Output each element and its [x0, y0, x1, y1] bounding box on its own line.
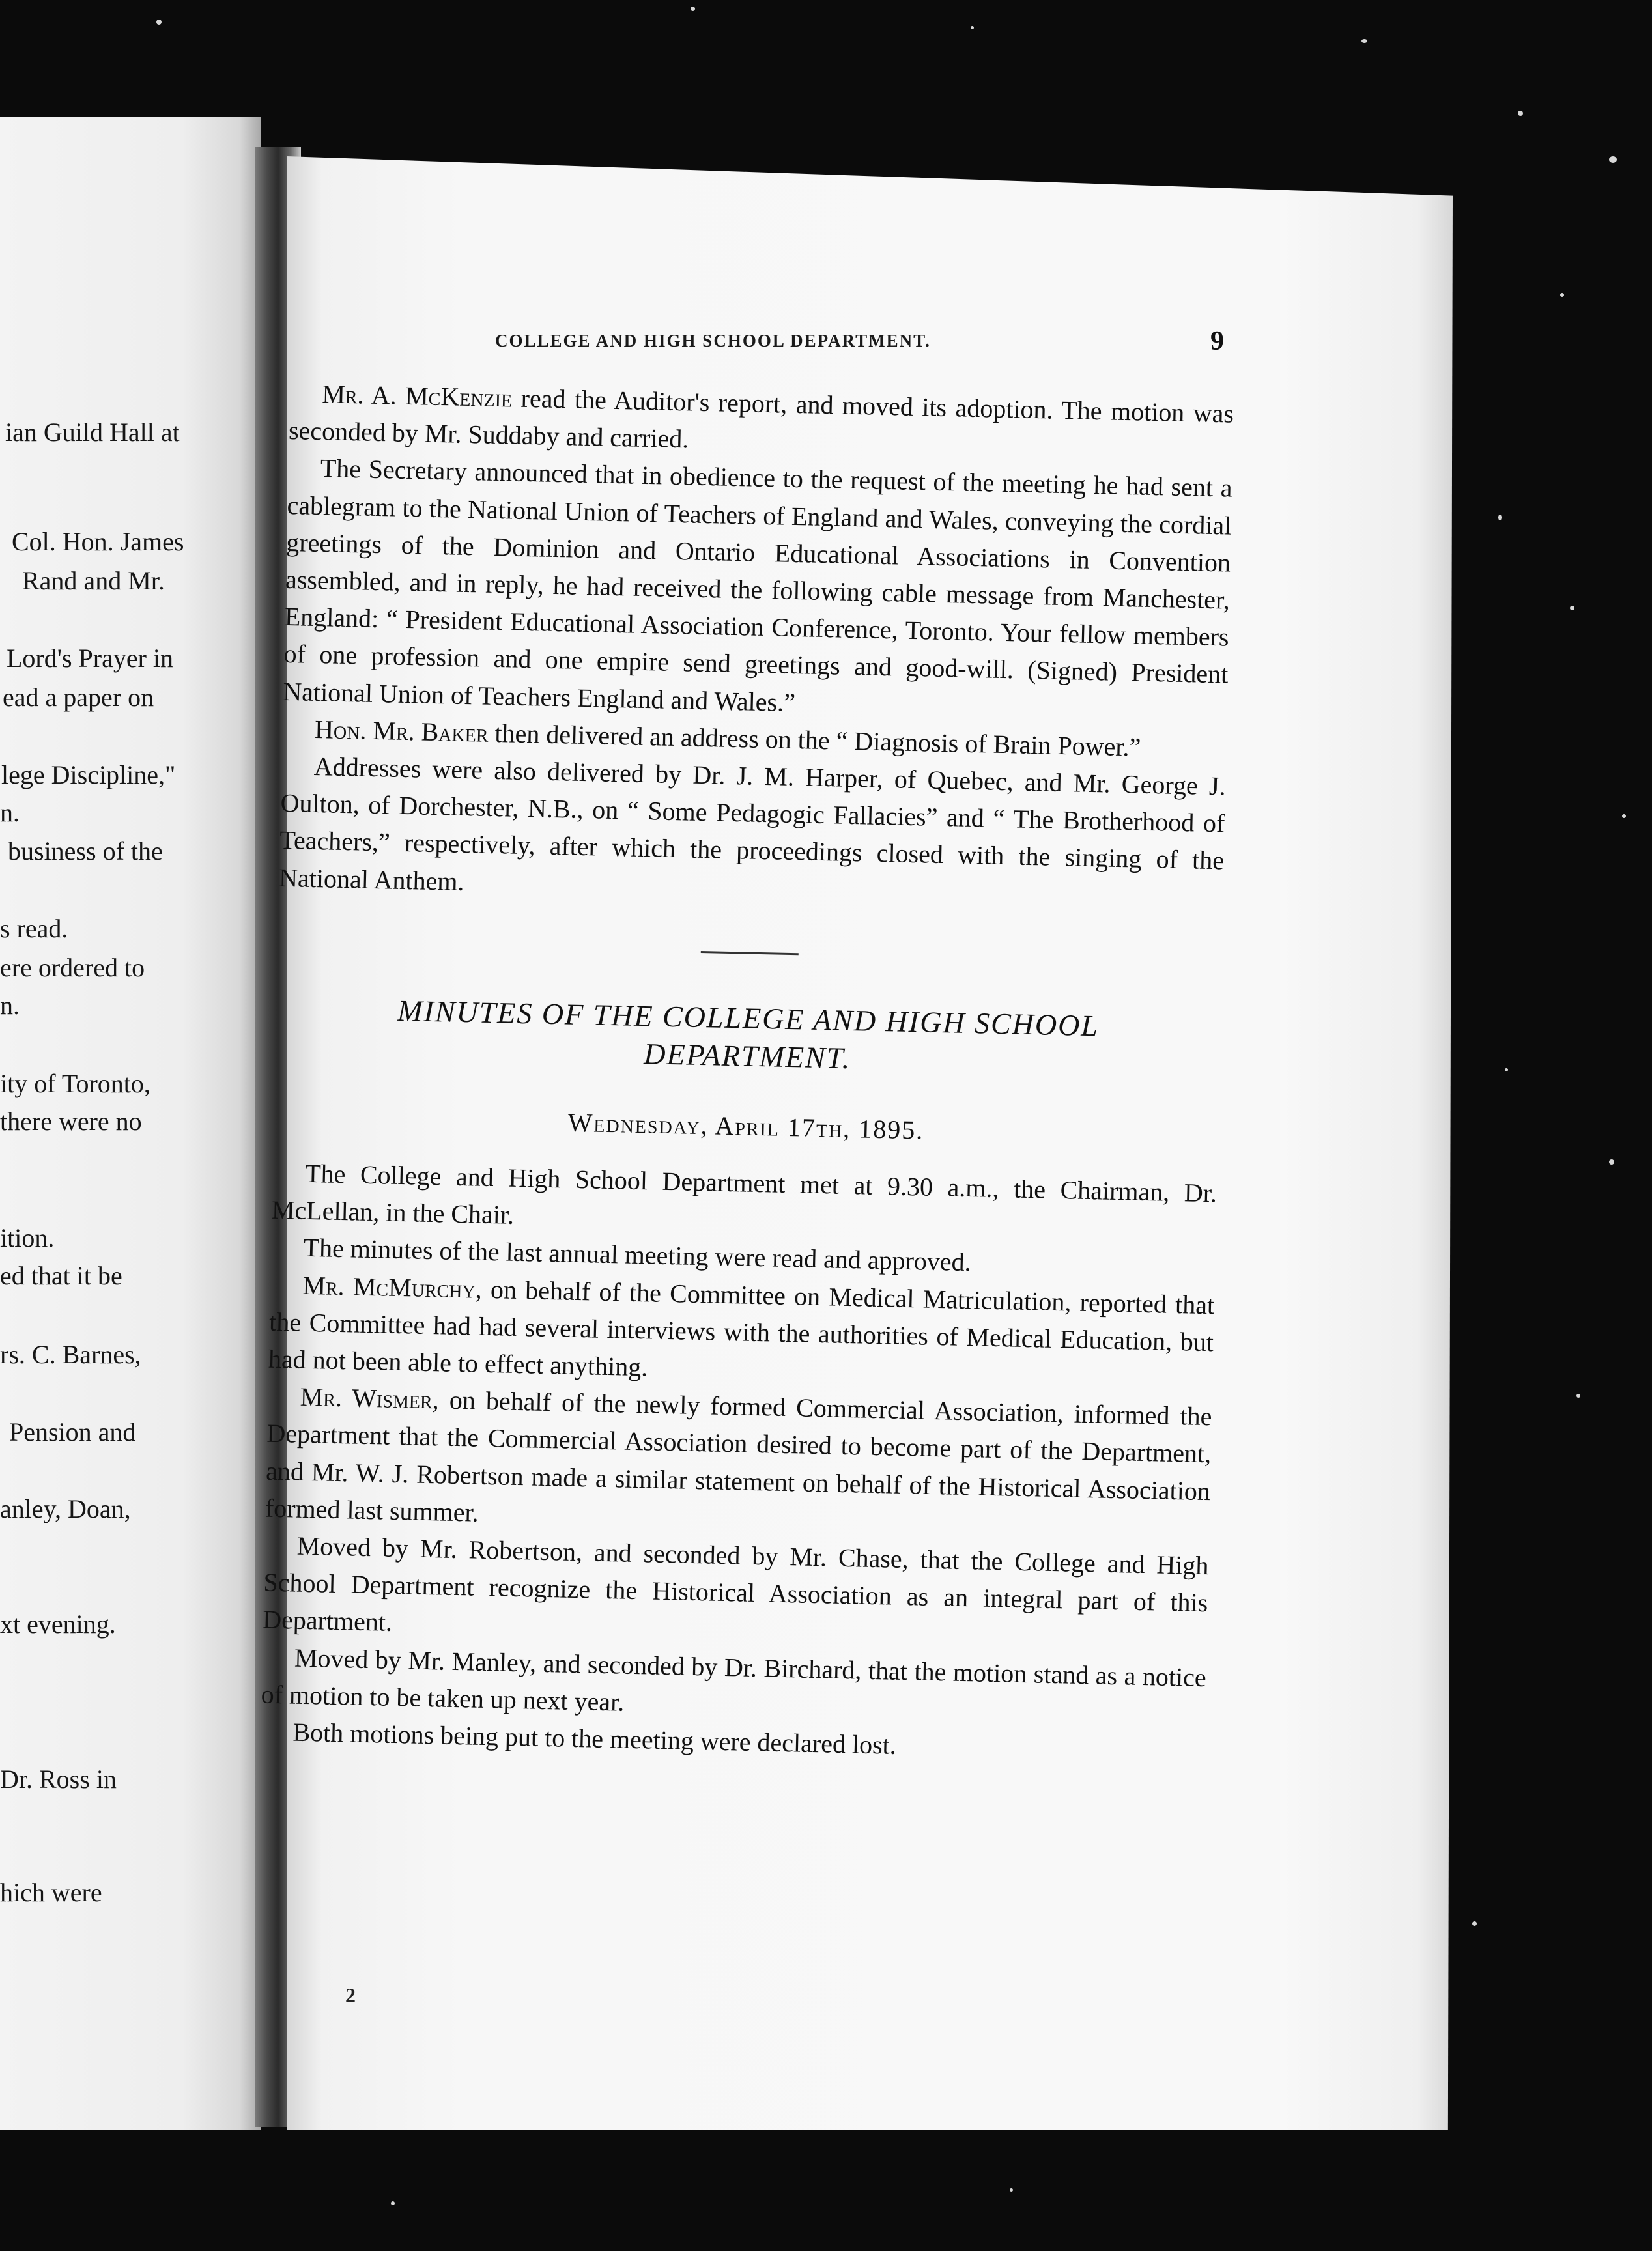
minutes-section — [260, 1154, 1218, 1771]
left-line: anley, Doan, — [0, 1494, 131, 1523]
left-line: ian Guild Hall at — [5, 418, 180, 447]
left-line: business of the — [8, 836, 163, 866]
paragraph-text: then delivered an address on the “ Diagnosis of Brain Power.” — [488, 718, 1141, 762]
left-line: rs. C. Barnes, — [0, 1340, 141, 1369]
left-line: lege Discipline," — [1, 760, 176, 789]
left-line: Col. Hon. James — [12, 527, 184, 556]
left-line: s read. — [0, 914, 68, 943]
section-title — [275, 989, 1221, 1086]
section-title-line: MINUTES OF THE COLLEGE AND HIGH SCHOOL — [397, 993, 1100, 1043]
paragraph-text: Both motions being put to the meeting were declared lost. — [292, 1717, 897, 1760]
left-line: hich were — [0, 1878, 102, 1907]
paragraph-text: Moved by Mr. Robertson, and seconded by Mr. Chase, that the College and High School Department recognize the Historical Association as an integral part of this Department. — [262, 1531, 1209, 1637]
paragraph — [264, 1378, 1212, 1547]
left-line: ead a paper on — [3, 683, 154, 712]
proceedings-section — [279, 375, 1234, 916]
paragraph-text: The Secretary announced that in obedience to the request of the meeting he had sent a cablegram to the National Union of Teachers of England and Wales, conveying the cordial greetings of the Dominion and Ontario Educational Associations in Convention assembled, and in reply, he had received the following cable message from Manchester, England: “ President Educational Association Conference, Toronto. Your fellow members of one profession and one empire send greetings and good-will. (Signed) President National Union of Teachers England and Wales.” — [282, 453, 1233, 717]
left-line: ed that it be — [0, 1261, 122, 1290]
paragraph-text: , on behalf of the newly formed Commercial Association, informed the Department that the Commercial Association desired to become part of the Department, and Mr. W. J. Robertson made a similar statement on behalf of the Historical Association formed last summer. — [264, 1385, 1212, 1527]
paragraph-text: The College and High School Department met at 9.30 a.m., the Chairman, Dr. McLellan, in the Chair. — [271, 1158, 1218, 1230]
left-line: xt evening. — [0, 1609, 116, 1639]
section-divider — [701, 951, 799, 955]
left-page — [0, 117, 261, 2130]
paragraph-text: The minutes of the last annual meeting were read and approved. — [303, 1233, 972, 1277]
left-line: n. — [0, 798, 20, 827]
paragraph — [268, 1266, 1214, 1398]
left-line: there were no — [0, 1107, 142, 1136]
running-head: COLLEGE AND HIGH SCHOOL DEPARTMENT. — [495, 331, 931, 350]
left-line: n. — [0, 991, 20, 1020]
paragraph-text: Addresses were also delivered by Dr. J. M. Harper, of Quebec, and Mr. George J. Oulton, of Dorchester, N.B., on “ Some Pedagogic Fallacies” and “ The Brotherhood of Teachers,” respectively, after which the proceedings closed with the singing of the National Anthem. — [278, 751, 1227, 896]
section-date: Wednesday, April 17th, 1895. — [567, 1107, 924, 1145]
speaker-name: Mr. A. McKenzie — [321, 379, 513, 413]
signature-mark: 2 — [345, 1983, 356, 2007]
left-line: Rand and Mr. — [22, 566, 165, 595]
paragraph-text: , on behalf of the Committee on Medical Matriculation, reported that the Committee had had several interviews with the authorities of Medical Education, but had not been able to effect anything. — [268, 1274, 1215, 1382]
page-number: 9 — [1210, 326, 1224, 356]
paragraph-text: Moved by Mr. Manley, and seconded by Dr. Birchard, that the motion stand as a notice of motion to be taken up next year. — [261, 1643, 1207, 1717]
paragraph — [283, 449, 1232, 730]
speaker-name: Mr. Wismer — [300, 1381, 433, 1415]
left-line: Dr. Ross in — [0, 1764, 117, 1794]
left-line: ere ordered to — [0, 953, 145, 982]
left-line: ity of Toronto, — [0, 1069, 150, 1098]
left-line: ition. — [0, 1223, 55, 1253]
speaker-name: Hon. Mr. Baker — [314, 714, 489, 748]
section-title-line: DEPARTMENT. — [643, 1036, 851, 1075]
page-body — [260, 375, 1234, 1770]
paragraph-text: read the Auditor's report, and moved its adoption. The motion was seconded by Mr. Suddaby and carried. — [288, 383, 1234, 454]
paragraph — [263, 1527, 1209, 1659]
left-line: Lord's Prayer in — [7, 644, 174, 673]
left-line: Pension and — [9, 1417, 136, 1447]
paragraph — [279, 747, 1227, 916]
speaker-name: Mr. McMurchy — [302, 1270, 476, 1304]
